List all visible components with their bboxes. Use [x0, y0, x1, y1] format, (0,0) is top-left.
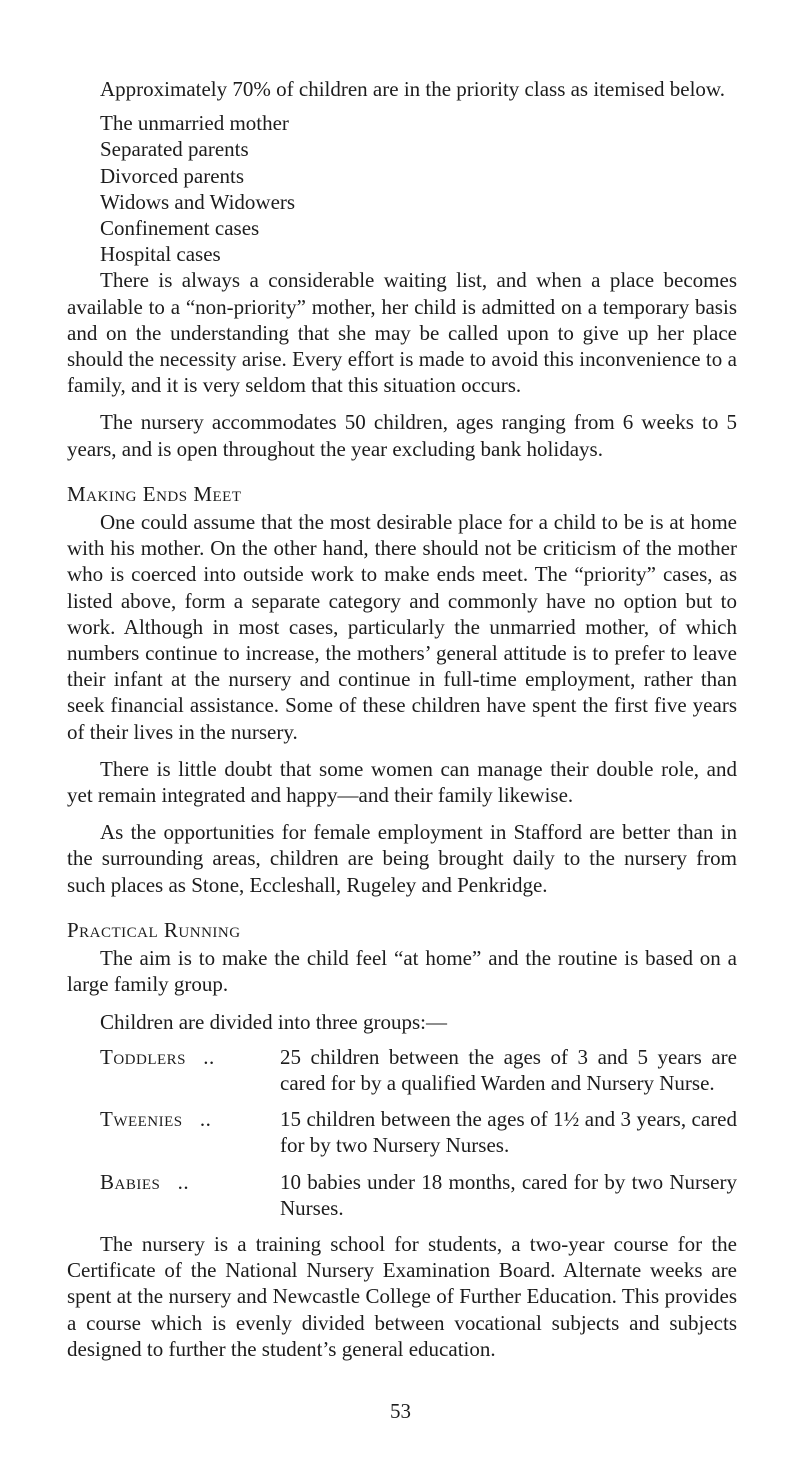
training-paragraph: The nursery is a training school for students, a two-year course for the Certificate of the National Nursery Examination Board. Alternate weeks are spent at the nursery and Newcastle College of Further Education. This provides a course which is evenly divided between vocational subjects and subjects designed to further the student’s general education. — [67, 1231, 737, 1361]
making-ends-meet-paragraph-1: One could assume that the most desirable place for a child to be is at home with his mother. On the other hand, there should not be criticism of the mother who is coerced into outside work to make ends meet. The “priority” cases, as listed above, form a separate category and commonly have no option but to work. Although in most cases, particularly the unmarried mother, of which numbers continue to increase, the mothers’ general attitude is to prefer to leave their infant at the nursery and continue in full-time employment, rather than seek financial assistance. Some of these children have spent the first five years of their lives in the nursery. — [67, 510, 737, 744]
accommodates-paragraph: The nursery accommodates 50 children, ages ranging from 6 weeks to 5 years, and is open throughout the year excluding bank holidays. — [67, 410, 737, 461]
list-item: Separated parents — [100, 137, 249, 162]
section-heading-practical-running: Practical Running — [67, 917, 241, 942]
list-item: Widows and Widowers — [100, 189, 296, 214]
document-page — [67, 76, 737, 1362]
groups-intro: Children are divided into three groups:— — [100, 1009, 448, 1034]
group-row-toddlers — [100, 1044, 737, 1096]
priority-list — [67, 110, 737, 267]
list-item: Hospital cases — [100, 242, 221, 267]
making-ends-meet-paragraph-2: There is little doubt that some women can manage their double role, and yet remain integrated and happy—and their family likewise. — [67, 756, 737, 808]
list-item: Divorced parents — [100, 163, 245, 188]
making-ends-meet-paragraph-3: As the opportunities for female employment in Stafford are better than in the surrounding areas, children are being brought daily to the nursery from such places as Stone, Eccleshall, Rugeley and Penkridge. — [67, 820, 737, 897]
group-name: Tweenies .. — [100, 1107, 212, 1132]
group-row-babies — [100, 1169, 737, 1221]
list-item: The unmarried mother — [100, 111, 289, 136]
group-description: 25 children between the ages of 3 and 5 years are cared for by a qualified Warden and Nursery Nurse. — [280, 1044, 737, 1095]
groups-list — [100, 1044, 737, 1221]
section-heading-making-ends-meet: Making Ends Meet — [67, 481, 242, 506]
group-name: Toddlers .. — [100, 1044, 215, 1069]
practical-running-paragraph-1: The aim is to make the child feel “at home” and the routine is based on a large family group. — [67, 946, 737, 997]
group-row-tweenies — [100, 1106, 737, 1158]
page-number: 53 — [390, 1399, 411, 1423]
intro-paragraph: Approximately 70% of children are in the priority class as itemised below. — [100, 77, 725, 101]
group-description: 10 babies under 18 months, cared for by two Nursery Nurses. — [280, 1169, 737, 1220]
group-name: Babies .. — [100, 1169, 190, 1194]
waiting-list-paragraph: There is always a considerable waiting list, and when a place becomes available to a “non-priority” mother, her child is admitted on a temporary basis and on the understanding that she may be called upon to give up her place should the necessity arise. Every effort is made to avoid this inconvenience to a family, and it is very seldom that this situation occurs. — [67, 268, 737, 398]
list-item: Confinement cases — [100, 216, 260, 241]
group-description: 15 children between the ages of 1½ and 3 years, cared for by two Nursery Nurses. — [280, 1107, 737, 1158]
